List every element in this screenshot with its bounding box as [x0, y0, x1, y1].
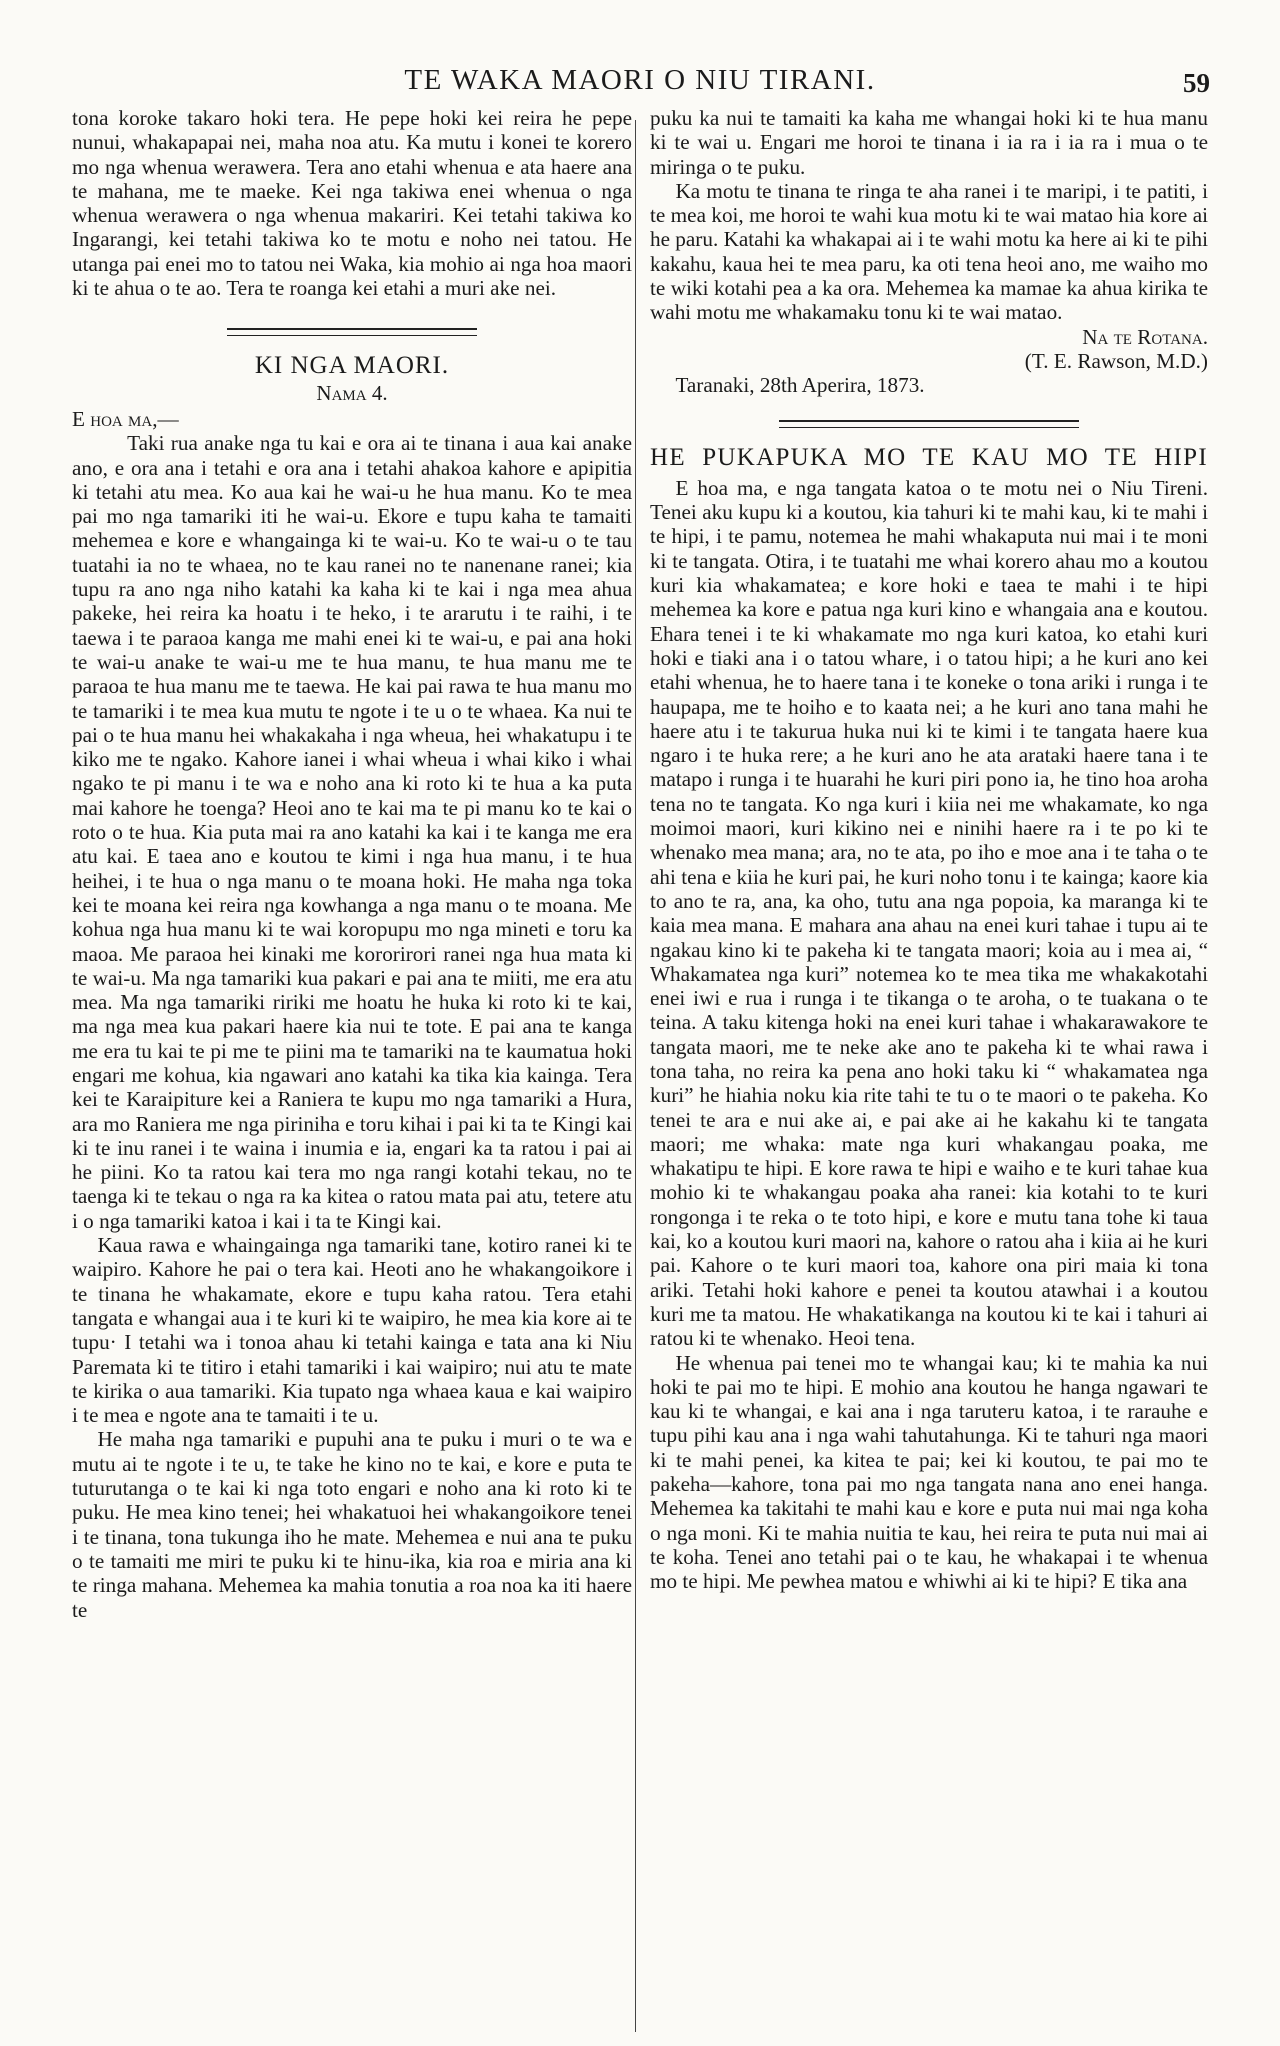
right-column: [650, 106, 1208, 1594]
column-divider: [635, 120, 636, 2032]
article-title: KI NGA MAORI.: [254, 352, 450, 380]
body-paragraph: Kaua rawa e whaingainga nga tamariki tane, kotiro ranei ki te waipiro. Kahore he pai o tera kai. Heoti ano he whakangoikore i te tinana he whakamate, ekore e tupu kaha ratou. Tera etahi tangata e whangai aua i te kuri ki te waipiro, he mea kia kore ai te tupu· I tetahi wa i tonoa ahau ki tetahi kainga e tata ana ki Niu Paremata ki te titiro i etahi tamariki i kai waipiro; nui atu te mate te kirika o aua tamariki. Kia tupato nga whaea kaua e kai waipiro i te mea e ngote ana te tamaiti i te u.: [72, 1233, 632, 1428]
signature-title: (T. E. Rawson, M.D.): [1024, 348, 1208, 373]
body-paragraph: He maha nga tamariki e pupuhi ana te puku i muri o te wa e mutu ai te ngote i te u, te take he kino no te kai, e kore e puta te tuturutanga o te kai ki nga toto engari e noho ana ki roto ki te puku. He mea kino tenei; hei whakatuoi hei whakangoikore tenei i te tinana, tona tukunga iho he mate. Mehemea e nui ana te puku o te tamaiti me miri te puku ki te hinu-ika, kia roa e miria ana ki te ringa mahana. Mehemea ka mahia tonutia a roa noa ka iti haere te: [72, 1427, 632, 1622]
article2-paragraph: He whenua pai tenei mo te whangai kau; ki te mahia ka nui hoki te pai mo te hipi. E mohio ana koutou he hanga ngawari te kau ki te whangai, e kai ana i nga taruteru katoa, i te rarauhe e tupu pihi kau ana i nga wahi tahutahunga. Ki te tahuri nga maori ki te mahi penei, ka kitea te pai; kei ki koutou, te pai mo te pakeha—kahore, tona pai mo nga tangata nana ano enei hanga. Mehemea ka takitahi te mahi kau e kore e puta nui mai nga koha o nga moni. Ki te mahia nuitia te kau, hei reira te puta nui mai ai te koha. Tenei ano tetahi pai o te kau, he whakapai i te whenua mo te hipi. Me pewhea matou e whiwhi ai ki te hipi? E tika ana: [650, 1350, 1208, 1594]
signature-name: Na te Rotana.: [1082, 324, 1208, 349]
article-subtitle: Nama 4.: [316, 380, 388, 405]
continued-paragraph: puku ka nui te tamaiti ka kaha me whangai hoki ki te hua manu ki te wai u. Engari me horoi te tinana i ia ra i ia ra i mua o te miringa o te puku.: [650, 106, 1208, 179]
continued-paragraph: Ka motu te tinana te ringa te aha ranei i te maripi, i te patiti, i te mea koi, me horoi te wahi kua motu ki te wai matao hia kore ai he paru. Katahi ka whakapai ai i te wahi motu ka here ai ki te pihi kakahu, kaua hei te mea paru, ka oti tena heoi ano, me waiho mo te wiki kotahi pea a ka ora. Mehemea ka mamae ka ahua kirika te wahi motu me whakamaku tonu ki te wai matao.: [650, 178, 1208, 325]
page-number: 59: [1183, 68, 1210, 98]
left-column: [72, 106, 632, 1622]
section-divider: [227, 328, 477, 336]
running-title: TE WAKA MAORI O NIU TIRANI.: [404, 64, 876, 96]
page-header: [70, 64, 1210, 104]
article2-paragraph: E hoa ma, e nga tangata katoa o te motu nei o Niu Tireni. Tenei aku kupu ki a koutou, kia tahuri ki te mahi kau, ki te mahi i te hipi, i te pamu, notemea he mahi whakaputa nui mai i te moni ki te tangata. Otira, i te tuatahi me whai korero ahau mo a koutou kuri kia whakamatea; e kore hoki e taea te mahi i te hipi mehemea ka kore e patua nga kuri kino e whangaia ana e koutou. Ehara tenei i te ki whakamate mo nga kuri katoa, ko etahi kuri hoki e tiaki ana i o tatou whare, i o tatou hipi; a he kuri ano kei etahi whenua, he to haere tana i te koneke o tona ariki i runga i te haupapa, me te hoiho e to kaata nei; a he kuri ano tana mahi he haere atu i te takurua huka nui ki te kimi i te tangata haere kua ngaro i te huka rere; a he kuri ano he ata arataki haere tana i te matapo i runga i te huarahi he kuri piri pono ia, he tino hoa aroha tena no te tangata. Ko nga kuri i kiia nei me whakamate, ko nga moimoi maori, kuri kikino nei e ninihi haere ra i te po ki te whenako mea mana; ara, no te ata, po iho e moe ana i te taha o te ahi tena e kiia he kuri pai, he kuri noho tonu i te kainga; kaore kia to ano te ra, ana, ka oho, tutu ana nga popoia, ka maranga ki te kaia mea mana. E mahara ana ahau na enei kuri tahae i tupu ai te ngakau kino ki te pakeha ki te tangata maori; koia au i mea ai, “ Whakamatea nga kuri” notemea ko te mea tika me whakakotahi enei iwi e rua i runga i te tikanga o te aroha, o te tuakana o te teina. A taku kitenga hoki na enei kuri tahae i whakarawakore te tangata maori, me te neke ake ano te pakeha ki te whai rawa i tona taha, no reira ka pena ano hoki taku ki “ whakamatea nga kuri” he hiahia noku kia rite tahi te tu o te maori o te pakeha. Ko tenei te ara e nui ake ai, e pai ake ai he kakahu ki te tangata maori; me whaka: mate nga kuri whakangau poaka, me whakatipu te hipi. E kore rawa te hipi e waiho e te kuri tahae kua mohio ki te whakangau poaka aha ranei: kia kotahi to te kuri rongonga i te reka o te toto hipi, e kore e mutu tana tohe ki taua kai, ko a koutou kuri maori na, kahore o ratou aha i kiia ai he kuri pai. Kahore o te kuri maori toa, kahore ona piri maia ki tona ariki. Tetahi hoki kahore e penei ta koutou atawhai i a koutou kuri me ta matou. He whakatikanga na koutou ki te kai i tahuri ai ratou ki te whenako. Heoi tena.: [650, 475, 1208, 1351]
body-paragraph: Taki rua anake nga tu kai e ora ai te tinana i aua kai anake ano, e ora ana i tetahi e ora ana i tetahi ahakoa kahore e apipitia ki tetahi atu mea. Ko aua kai he wai-u he hua manu. Ko te mea pai mo nga tamariki iti he wai-u. Ekore e tupu kaha te tamaiti mehemea e kore e whangainga ki te wai-u. Ko te wai-u o te tau tuatahi ia no te whaea, no te kau ranei no te nanenane ranei; kia tupu ra ano nga niho katahi ka kaha ki te kai i nga mea ahua pakeke, hei reira ka hoatu i te heko, i te ararutu i te raihi, i te taewa i te paraoa kanga me mahi enei ki te wai-u, e pai ana hoki te wai-u anake te wai-u me te hua manu, te hua manu me te paraoa te hua manu me te taewa. He kai pai rawa te hua manu mo te tamariki i te mea kua mutu te ngote i te u o te whaea. Ka nui te pai o te hua manu hei whakakaha i nga wheua, hei whakatupu i te kiko me te ngako. Kahore ianei i whai wheua i whai kiko i whai ngako te pi manu i te wa e noho ana ki roto ki te hua a ka puta mai kahore he toenga? Heoi ano te kai ma te pi manu ko te kai o roto o te hua. Kia puta mai ra ano katahi ka kai i te kanga me era atu kai. E taea ano e koutou te kimi i nga hua manu, i te hua heihei, i te hua o nga manu o te moana hoki. He maha nga toka kei te moana kei reira nga kowhanga a nga manu o te moana. Me kohua nga hua manu ki te wai koropupu mo nga mineti e toru ka maoa. Me paraoa hei kinaki me kororirori ranei nga hua mata ki te wai-u. Ma nga tamariki kua pakari e pai ana te miiti, me era atu mea. Ma nga tamariki ririki me hoatu he huka ki roto ki te kai, ma nga mea kua pakari haere kia nui te tote. E pai ana te kanga me era tu kai te pi me te piini ma te tamariki na te kaumatua hoki engari me kohua, kia ngawari ano katahi ka tika kia kainga. Tera kei te Karaipiture kei a Raniera te kupu mo nga tamariki a Hura, ara mo Raniera me nga piriniha e toru kihai i pai ki ta te Kingi kai ki te inu ranei i te waina i inumia e ia, engari ka ta ratou i pai ai he piini. Ko ta ratou kai tera mo nga rangi kotahi tekau, no te taenga ki te tekau o nga ra ka kitea o ratou mata pai atu, tetere atu i o nga tamariki katoa i kai i ta te Kingi kai.: [72, 431, 632, 1233]
article2-title: HE PUKAPUKA MO TE KAU MO TE HIPI: [650, 443, 1208, 471]
dateline: Taranaki, 28th Aperira, 1873.: [675, 373, 925, 398]
section-divider: [779, 420, 1079, 428]
salutation: E hoa ma,—: [72, 406, 179, 431]
intro-paragraph: tona koroke takaro hoki tera. He pepe hoki kei reira he pepe nunui, whakapapai nei, maha noa atu. Ka mutu i konei te korero mo nga whenua werawera. Tera ano etahi whenua e ata haere ana te mahana, me te maeke. Kei nga takiwa enei whenua o nga whenua werawera o nga whenua makariri. Kei tetahi takiwa ko Ingarangi, kei tetahi takiwa ko te motu e noho nei tatou. He utanga pai enei mo to tatou nei Waka, kia mohio ai nga hoa maori ki te ahua o te ao. Tera te roanga kei etahi a muri ake nei.: [72, 106, 632, 301]
